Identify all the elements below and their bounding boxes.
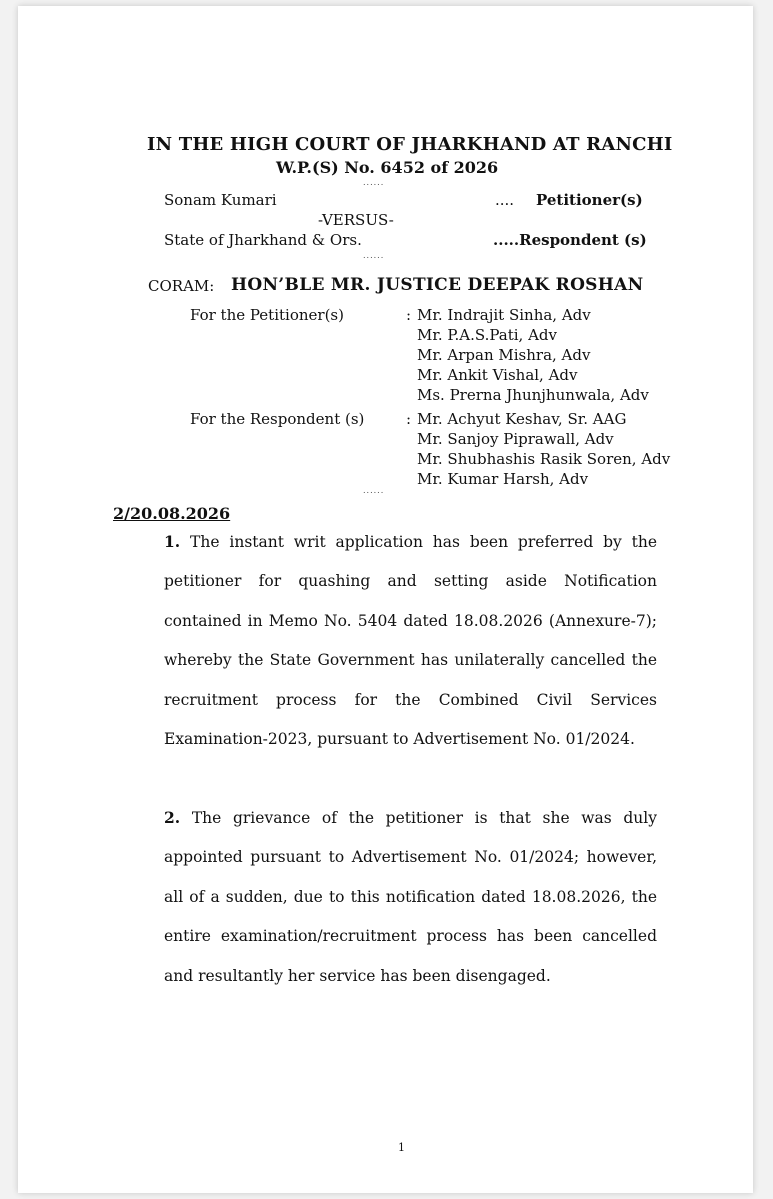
court-title: IN THE HIGH COURT OF JHARKHAND AT RANCHI	[147, 134, 673, 155]
petitioner-name: Sonam Kumari	[164, 191, 277, 209]
respondent-role: .....Respondent (s)	[493, 231, 647, 249]
advocate-name: Mr. Indrajit Sinha, Adv	[417, 306, 591, 324]
case-number: W.P.(S) No. 6452 of 2026	[276, 158, 499, 177]
separator-dots: ......	[363, 251, 385, 260]
order-date: 2/20.08.2026	[113, 504, 231, 523]
respondent-counsel-colon: :	[406, 410, 412, 428]
document-page	[18, 6, 753, 1193]
versus-label: -VERSUS-	[318, 211, 394, 229]
paragraph-number: 1.	[164, 532, 181, 551]
order-paragraph	[164, 798, 657, 996]
advocate-name: Mr. Ankit Vishal, Adv	[417, 366, 578, 384]
advocate-name: Mr. P.A.S.Pati, Adv	[417, 326, 557, 344]
advocate-name: Mr. Achyut Keshav, Sr. AAG	[417, 410, 627, 428]
page-number: 1	[398, 1141, 405, 1154]
advocate-name: Mr. Shubhashis Rasik Soren, Adv	[417, 450, 671, 468]
paragraph-text: The instant writ application has been preferred by the petitioner for quashing and setting aside Notification contained in Memo No. 5404 dated 18.08.2026 (Annexure-7); whereby the State Government has unilaterally cancelled the recruitment process for the Combined Civil Services Examination-2023, pursuant to Advertisement No. 01/2024.	[164, 533, 657, 749]
separator-dots: ......	[363, 178, 385, 187]
petitioner-advocate-list	[417, 305, 649, 405]
separator-dots: ......	[363, 486, 385, 495]
respondent-name: State of Jharkhand & Ors.	[164, 231, 362, 249]
paragraph-number: 2.	[164, 808, 181, 827]
petitioner-role: Petitioner(s)	[536, 191, 643, 209]
petitioner-dots: ....	[495, 191, 515, 209]
order-paragraph	[164, 522, 657, 759]
advocate-name: Mr. Arpan Mishra, Adv	[417, 346, 591, 364]
advocate-name: Mr. Sanjoy Piprawall, Adv	[417, 430, 614, 448]
respondent-advocate-list	[417, 409, 670, 489]
respondent-counsel-label: For the Respondent (s)	[190, 410, 365, 428]
coram-judge: HON’BLE MR. JUSTICE DEEPAK ROSHAN	[231, 275, 644, 295]
coram-label: CORAM:	[148, 277, 215, 295]
advocate-name: Ms. Prerna Jhunjhunwala, Adv	[417, 386, 649, 404]
advocate-name: Mr. Kumar Harsh, Adv	[417, 470, 589, 488]
petitioner-counsel-colon: :	[406, 306, 412, 324]
petitioner-counsel-label: For the Petitioner(s)	[190, 306, 344, 324]
paragraph-text: The grievance of the petitioner is that she was duly appointed pursuant to Advertisement No. 01/2024; however, all of a sudden, due to this notification dated 18.08.2026, the entire examination/recruitment process has been cancelled and resultantly her service has been disengaged.	[164, 809, 658, 985]
